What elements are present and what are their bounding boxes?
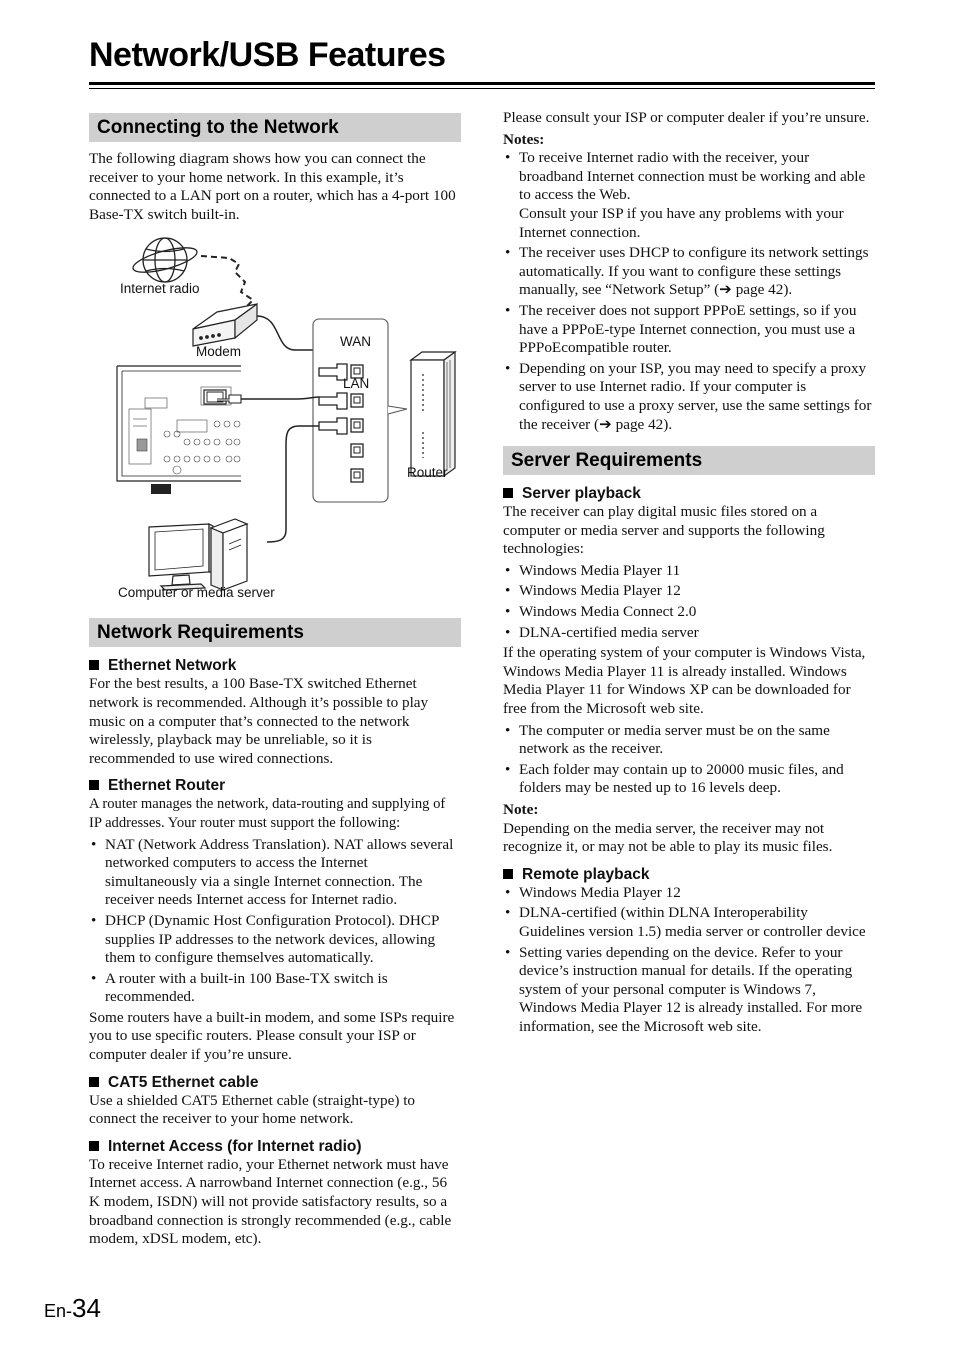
list-item: • DLNA-certified media server: [503, 624, 875, 643]
label-lan: LAN: [343, 376, 370, 392]
router-icon: [411, 352, 455, 476]
computer-tower-icon: [211, 519, 247, 590]
subheading-internet-access: Internet Access (for Internet radio): [89, 1137, 461, 1156]
list-item: • NAT (Network Address Translation). NAT allows several networked computers to access the Internet simultaneously via a single Internet connection. The receiver needs Internet access for Internet radio.: [89, 836, 461, 910]
list-item: • The receiver uses DHCP to configure its network settings automatically. If you want to configure these settings manually, see “Network Setup” (➔ page 42).: [503, 244, 875, 300]
server-playback-text-2: If the operating system of your computer is Windows Vista, Windows Media Player 11 is already installed. Windows Media Player 11 for Windows XP can be downloaded for free from the Microsoft web site.: [503, 644, 866, 718]
section-heading-network-requirements: Network Requirements: [89, 618, 461, 647]
right-top-text: Please consult your ISP or computer dealer if you’re unsure.: [503, 109, 870, 126]
label-modem: Modem: [196, 344, 242, 360]
list-item: • To receive Internet radio with the receiver, your broadband Internet connection must be working and able to access the Web. Consult your ISP if you have any problems with your Internet connection.: [503, 149, 875, 242]
page-title: Network/USB Features: [89, 36, 446, 74]
globe-icon: [131, 238, 199, 282]
label-internet-radio: Internet radio: [120, 281, 200, 297]
label-wan: WAN: [340, 334, 371, 350]
page-number-value: 34: [72, 1293, 101, 1323]
subheading-remote-playback: Remote playback: [503, 865, 875, 884]
note-label: Note:: [503, 801, 539, 818]
list-item: • The computer or media server must be on the same network as the receiver.: [503, 722, 875, 759]
square-bullet-icon: [503, 488, 513, 498]
list-item: • Windows Media Player 12: [503, 884, 875, 903]
ethernet-router-text: A router manages the network, data-routing and supplying of IP addresses. Your router must support the following:: [89, 796, 446, 831]
receiver-rear-panel: [117, 366, 241, 494]
server-playback-text: The receiver can play digital music files stored on a computer or media server and supports the following technologies:: [503, 503, 825, 558]
list-item: • Each folder may contain up to 20000 music files, and folders may be nested up to 16 levels deep.: [503, 761, 875, 798]
subheading-ethernet-network: Ethernet Network: [89, 656, 461, 675]
subheading-server-playback: Server playback: [503, 484, 875, 503]
square-bullet-icon: [89, 1077, 99, 1087]
square-bullet-icon: [89, 780, 99, 790]
connecting-intro: The following diagram shows how you can connect the receiver to your home network. In this example, it’s connected to a LAN port on a router, which has a 4-port 100 Base-TX switch built-in.: [89, 150, 456, 223]
left-column: [89, 113, 461, 1249]
section-heading-server-requirements: Server Requirements: [503, 446, 875, 475]
list-item: • DHCP (Dynamic Host Configuration Protocol). DHCP supplies IP addresses to the network devices, allowing them to configure themselves automatically.: [89, 912, 461, 968]
network-diagram: [89, 234, 461, 614]
label-router: Router: [407, 465, 448, 481]
note-text: Depending on the media server, the receiver may not recognize it, or may not be able to play its music files.: [503, 819, 833, 856]
supported-technologies-list: [503, 562, 875, 642]
list-item: • DLNA-certified (within DLNA Interoperability Guidelines version 1.5) media server or controller device: [503, 904, 875, 941]
title-rule-thin: [89, 88, 875, 89]
router-after-text: Some routers have a built-in modem, and some ISPs require you to use specific routers. Please consult your ISP or computer dealer if you’re unsure.: [89, 1008, 455, 1064]
square-bullet-icon: [89, 1141, 99, 1151]
server-conditions-list: [503, 722, 875, 798]
list-item: • Windows Media Player 12: [503, 582, 875, 601]
list-item: • Depending on your ISP, you may need to specify a proxy server to use Internet radio. If your computer is configured to use a proxy server, use the same settings for the receiver (➔ page 42).: [503, 360, 875, 434]
list-item: • Windows Media Connect 2.0: [503, 603, 875, 622]
right-column: [503, 109, 875, 1037]
list-item: • Windows Media Player 11: [503, 562, 875, 581]
internet-access-text: To receive Internet radio, your Ethernet network must have Internet access. A narrowband Internet connection (e.g., 56 K modem, ISDN) will not provide satisfactory results, so a broadband connection is strongly recommended (e.g., cable modem, xDSL modem, etc).: [89, 1155, 452, 1248]
cat5-text: Use a shielded CAT5 Ethernet cable (straight-type) to connect the receiver to your home network.: [89, 1091, 416, 1128]
list-item: • A router with a built-in 100 Base-TX switch is recommended.: [89, 970, 461, 1007]
list-item: • The receiver does not support PPPoE settings, so if you have a PPPoE-type Internet connection, you must use a PPPoEcompatible router.: [503, 302, 875, 358]
notes-label: Notes:: [503, 130, 545, 148]
remote-playback-list: [503, 884, 875, 1037]
list-item: • Setting varies depending on the device. Refer to your device’s instruction manual for details. If the operating system of your personal computer is Windows 7, Windows Media Player 12 is already installed. For more information, see the Microsoft web site.: [503, 944, 875, 1037]
section-heading-connecting: Connecting to the Network: [89, 113, 461, 142]
notes-list: [503, 149, 875, 434]
page-number-prefix: En-: [44, 1301, 73, 1321]
square-bullet-icon: [89, 660, 99, 670]
ethernet-network-text: For the best results, a 100 Base-TX switched Ethernet network is recommended. Although it’s possible to play music on a computer that’s connected to the network wirelessly, playback may be unreliable, so it is recommended to use wired connections.: [89, 675, 429, 767]
subheading-ethernet-router: Ethernet Router: [89, 776, 461, 795]
subheading-cat5: CAT5 Ethernet cable: [89, 1073, 461, 1092]
monitor-icon: [149, 524, 213, 590]
router-requirements-list: [89, 836, 461, 1007]
page-number: [44, 1293, 101, 1324]
title-rule: [89, 82, 875, 85]
modem-icon: [193, 304, 257, 346]
label-computer: Computer or media server: [118, 585, 275, 601]
square-bullet-icon: [503, 869, 513, 879]
